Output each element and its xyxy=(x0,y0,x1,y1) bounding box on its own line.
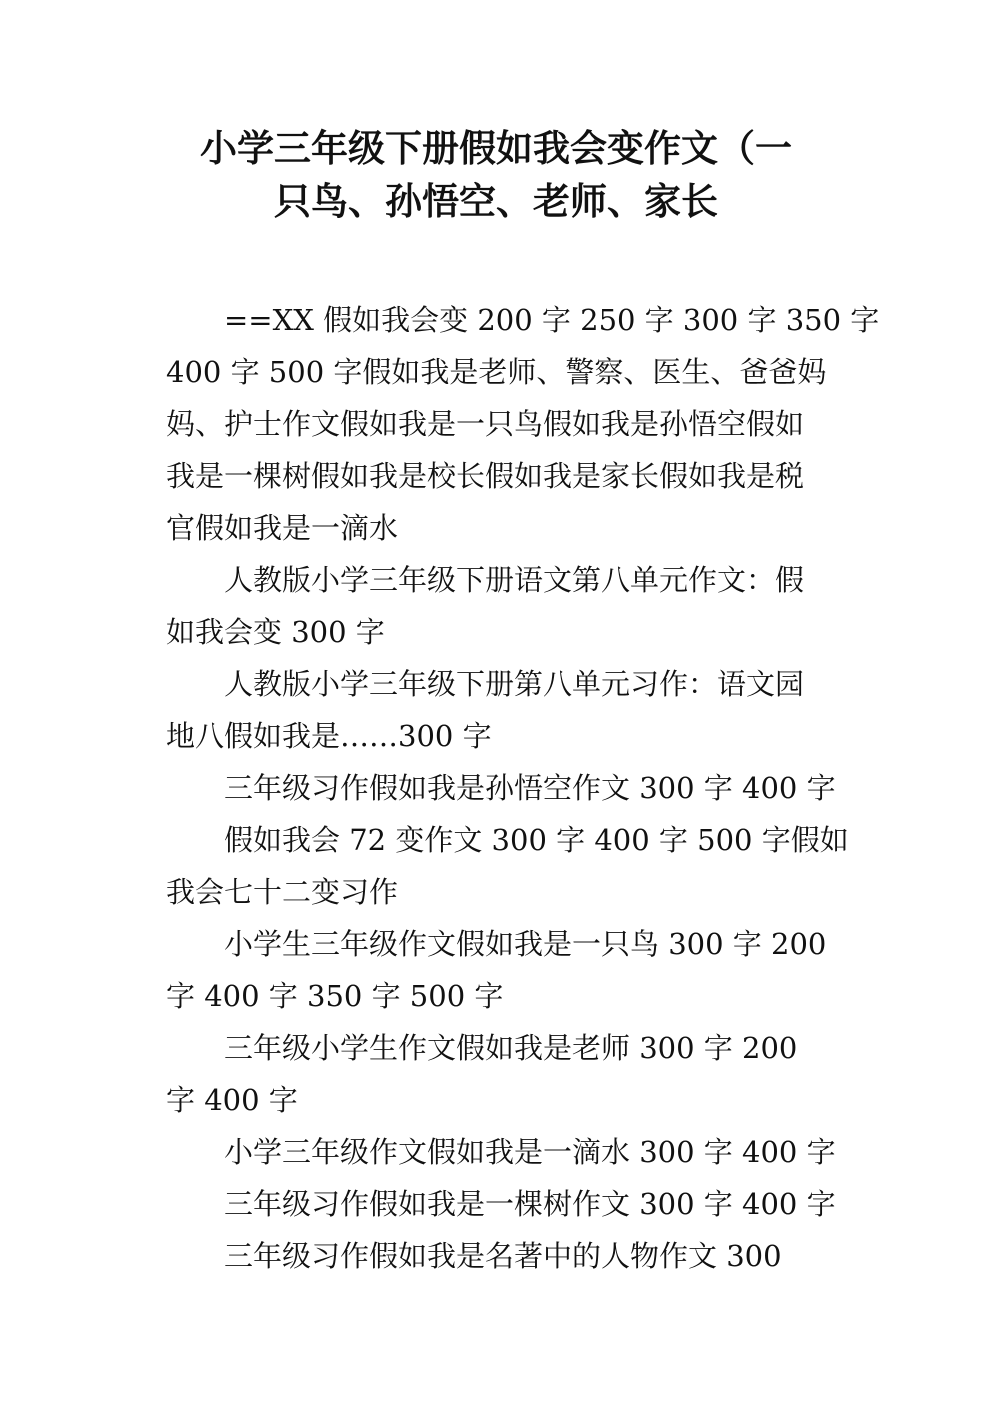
paragraph-line: ==XX 假如我会变 200 字 250 字 300 字 350 字 xyxy=(224,303,880,337)
paragraph-line: 妈、护士作文假如我是一只鸟假如我是孙悟空假如 xyxy=(166,407,805,441)
paragraph-line: 人教版小学三年级下册语文第八单元作文：假 xyxy=(224,563,805,597)
paragraph xyxy=(166,918,828,1022)
paragraph-line: 假如我会 72 变作文 300 字 400 字 500 字假如 xyxy=(224,823,849,857)
title-line: 小学三年级下册假如我会变作文（一 xyxy=(200,127,792,170)
paragraph-line: 字 400 字 xyxy=(166,1083,298,1117)
paragraph xyxy=(166,762,836,814)
paragraph-line: 人教版小学三年级下册第八单元习作：语文园 xyxy=(224,667,805,701)
paragraph-line: 官假如我是一滴水 xyxy=(166,511,399,545)
paragraph-line: 400 字 500 字假如我是老师、警察、医生、爸爸妈 xyxy=(166,355,827,389)
paragraph xyxy=(166,814,849,918)
paragraph-line: 三年级习作假如我是孙悟空作文 300 字 400 字 xyxy=(224,771,836,805)
title-line: 只鸟、孙悟空、老师、家长 xyxy=(274,180,718,223)
paragraph xyxy=(166,554,828,658)
paragraph-line: 我会七十二变习作 xyxy=(166,875,399,909)
document-title xyxy=(160,122,832,228)
document-body xyxy=(166,294,880,1282)
paragraph-line: 我是一棵树假如我是校长假如我是家长假如我是税 xyxy=(166,459,805,493)
paragraph-line: 字 400 字 350 字 500 字 xyxy=(166,979,504,1013)
paragraph xyxy=(166,1126,836,1178)
paragraph-line: 小学三年级作文假如我是一滴水 300 字 400 字 xyxy=(224,1135,836,1169)
paragraph-line: 地八假如我是……300 字 xyxy=(166,719,492,753)
paragraph-line: 三年级小学生作文假如我是老师 300 字 200 xyxy=(224,1031,798,1065)
paragraph-line: 小学生三年级作文假如我是一只鸟 300 字 200 xyxy=(224,927,827,961)
paragraph xyxy=(166,1022,828,1126)
paragraph xyxy=(166,1178,836,1230)
paragraph-line: 三年级习作假如我是名著中的人物作文 300 xyxy=(224,1239,782,1273)
paragraph xyxy=(166,1230,828,1282)
paragraph xyxy=(166,294,880,554)
paragraph xyxy=(166,658,828,762)
paragraph-line: 三年级习作假如我是一棵树作文 300 字 400 字 xyxy=(224,1187,836,1221)
paragraph-line: 如我会变 300 字 xyxy=(166,615,385,649)
